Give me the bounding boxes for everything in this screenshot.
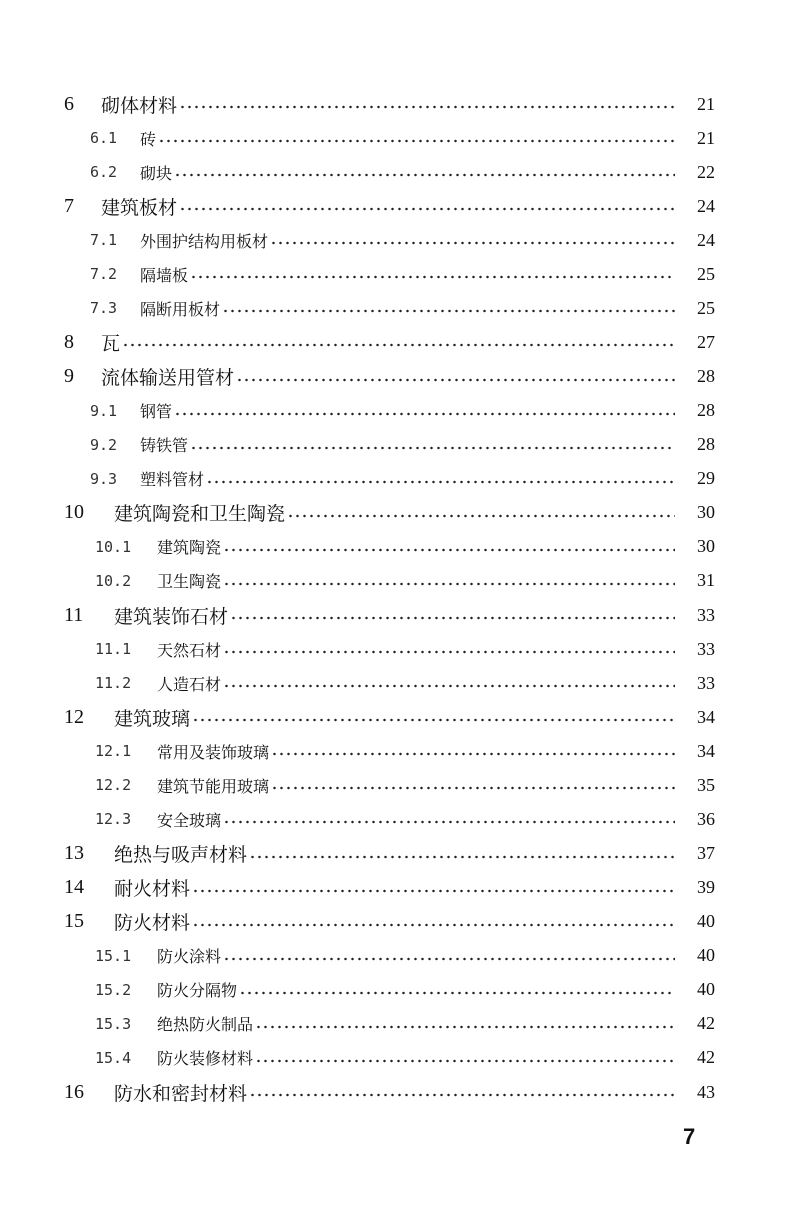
entry-page: 29 — [697, 468, 715, 489]
dot-leader — [206, 462, 675, 496]
toc-chapter-entry[interactable] — [0, 189, 800, 223]
toc-section-entry[interactable] — [0, 632, 800, 666]
entry-title: 防水和密封材料 — [114, 1082, 248, 1105]
dot-leader — [271, 768, 675, 802]
dot-leader — [223, 666, 675, 700]
toc-chapter-entry[interactable] — [0, 325, 800, 359]
entry-page: 24 — [697, 229, 715, 250]
entry-page: 24 — [697, 195, 715, 216]
toc-section-entry[interactable] — [0, 291, 800, 325]
dot-leader — [223, 632, 675, 666]
page-number: 7 — [683, 1124, 696, 1149]
toc-chapter-entry[interactable] — [0, 87, 800, 121]
entry-number: 6.1 — [90, 129, 118, 148]
dot-leader — [222, 291, 675, 325]
entry-number: 9.2 — [90, 435, 118, 454]
entry-title: 钢管 — [140, 402, 173, 422]
entry-page: 33 — [697, 604, 715, 625]
entry-title: 建筑陶瓷和卫生陶瓷 — [114, 503, 286, 526]
entry-page: 42 — [697, 1047, 715, 1068]
toc-chapter-entry[interactable] — [0, 700, 800, 734]
toc-section-entry[interactable] — [0, 121, 800, 155]
toc-section-entry[interactable] — [0, 939, 800, 973]
dot-leader — [122, 325, 675, 359]
toc-section-entry[interactable] — [0, 564, 800, 598]
dot-leader — [179, 87, 675, 121]
entry-page: 42 — [697, 1013, 715, 1034]
entry-page: 40 — [697, 911, 715, 932]
entry-number: 15.2 — [95, 980, 132, 999]
entry-number: 15.3 — [95, 1014, 132, 1033]
toc-section-entry[interactable] — [0, 973, 800, 1007]
entry-number: 15.1 — [95, 946, 132, 965]
toc-chapter-entry[interactable] — [0, 496, 800, 530]
toc-chapter-entry[interactable] — [0, 905, 800, 939]
dot-leader — [271, 734, 675, 768]
toc-section-entry[interactable] — [0, 666, 800, 700]
entry-page: 39 — [697, 877, 715, 898]
dot-leader — [174, 155, 675, 189]
dot-leader — [223, 530, 675, 564]
entry-number: 6.2 — [90, 163, 118, 182]
entry-title: 防火装修材料 — [157, 1049, 254, 1069]
dot-leader — [190, 257, 675, 291]
entry-title: 绝热防火制品 — [157, 1015, 254, 1035]
entry-title: 耐火材料 — [114, 878, 191, 901]
entry-page: 40 — [697, 979, 715, 1000]
entry-number: 8 — [64, 330, 74, 353]
entry-title: 常用及装饰玻璃 — [157, 742, 270, 762]
entry-title: 建筑玻璃 — [114, 707, 191, 730]
toc-chapter-entry[interactable] — [0, 598, 800, 632]
toc-section-entry[interactable] — [0, 802, 800, 836]
entry-page: 43 — [697, 1081, 715, 1102]
entry-page: 28 — [697, 434, 715, 455]
entry-page: 30 — [697, 502, 715, 523]
dot-leader — [223, 802, 675, 836]
entry-number: 10 — [64, 501, 84, 524]
dot-leader — [255, 1007, 675, 1041]
toc-section-entry[interactable] — [0, 155, 800, 189]
entry-title: 卫生陶瓷 — [157, 572, 222, 592]
toc-section-entry[interactable] — [0, 734, 800, 768]
dot-leader — [190, 428, 675, 462]
entry-page: 31 — [697, 570, 715, 591]
toc-section-entry[interactable] — [0, 530, 800, 564]
entry-title: 隔断用板材 — [140, 299, 221, 319]
entry-page: 34 — [697, 706, 715, 727]
entry-number: 11.1 — [95, 640, 132, 659]
entry-page: 27 — [697, 331, 715, 352]
entry-page: 34 — [697, 740, 715, 761]
entry-number: 9 — [64, 365, 74, 388]
entry-title: 塑料管材 — [140, 470, 205, 490]
dot-leader — [223, 564, 675, 598]
dot-leader — [223, 939, 675, 973]
toc-section-entry[interactable] — [0, 768, 800, 802]
toc-section-entry[interactable] — [0, 223, 800, 257]
dot-leader — [287, 496, 675, 530]
entry-page: 25 — [697, 263, 715, 284]
toc-section-entry[interactable] — [0, 462, 800, 496]
entry-number: 10.1 — [95, 537, 132, 556]
dot-leader — [239, 973, 675, 1007]
entry-title: 天然石材 — [157, 640, 222, 660]
toc-chapter-entry[interactable] — [0, 1075, 800, 1109]
entry-number: 9.3 — [90, 469, 118, 488]
entry-page: 22 — [697, 161, 715, 182]
entry-page: 35 — [697, 774, 715, 795]
dot-leader — [179, 189, 675, 223]
entry-title: 瓦 — [101, 332, 121, 355]
entry-page: 30 — [697, 536, 715, 557]
entry-number: 16 — [64, 1080, 84, 1103]
dot-leader — [192, 905, 675, 939]
entry-page: 33 — [697, 638, 715, 659]
entry-number: 14 — [64, 876, 84, 899]
entry-number: 12.1 — [95, 742, 132, 761]
entry-number: 7.1 — [90, 231, 118, 250]
dot-leader — [192, 700, 675, 734]
entry-title: 铸铁管 — [140, 436, 189, 456]
dot-leader — [236, 360, 675, 394]
entry-page: 25 — [697, 297, 715, 318]
toc-chapter-entry[interactable] — [0, 360, 800, 394]
entry-page: 33 — [697, 672, 715, 693]
entry-number: 7.2 — [90, 265, 118, 284]
entry-page: 21 — [697, 93, 715, 114]
toc-section-entry[interactable] — [0, 428, 800, 462]
entry-page: 36 — [697, 808, 715, 829]
entry-title: 建筑陶瓷 — [157, 538, 222, 558]
entry-title: 砌块 — [140, 163, 173, 183]
entry-number: 11.2 — [95, 674, 132, 693]
entry-title: 人造石材 — [157, 674, 222, 694]
entry-title: 砌体材料 — [101, 94, 178, 117]
entry-title: 防火材料 — [114, 912, 191, 935]
entry-number: 11 — [64, 603, 84, 626]
entry-number: 10.2 — [95, 571, 132, 590]
dot-leader — [192, 871, 675, 905]
dot-leader — [270, 223, 675, 257]
toc-section-entry[interactable] — [0, 257, 800, 291]
entry-number: 7.3 — [90, 299, 118, 318]
entry-title: 安全玻璃 — [157, 810, 222, 830]
entry-number: 7 — [64, 194, 74, 217]
entry-number: 9.1 — [90, 401, 118, 420]
entry-page: 37 — [697, 843, 715, 864]
entry-number: 12 — [64, 705, 84, 728]
entry-title: 绝热与吸声材料 — [114, 844, 248, 867]
entry-number: 15 — [64, 910, 84, 933]
dot-leader — [249, 837, 675, 871]
entry-title: 建筑节能用玻璃 — [157, 776, 270, 796]
toc-section-entry[interactable] — [0, 1041, 800, 1075]
entry-title: 砖 — [140, 129, 157, 149]
dot-leader — [158, 121, 675, 155]
entry-number: 6 — [64, 92, 74, 115]
dot-leader — [255, 1041, 675, 1075]
toc-section-entry[interactable] — [0, 394, 800, 428]
dot-leader — [174, 394, 675, 428]
entry-number: 12.2 — [95, 776, 132, 795]
entry-page: 40 — [697, 945, 715, 966]
dot-leader — [249, 1075, 675, 1109]
entry-title: 防火分隔物 — [157, 981, 238, 1001]
entry-title: 外围护结构用板材 — [140, 231, 269, 251]
entry-title: 防火涂料 — [157, 947, 222, 967]
entry-title: 隔墙板 — [140, 265, 189, 285]
entry-page: 28 — [697, 366, 715, 387]
toc-section-entry[interactable] — [0, 1007, 800, 1041]
dot-leader — [230, 598, 675, 632]
entry-page: 21 — [697, 127, 715, 148]
entry-title: 流体输送用管材 — [101, 367, 235, 390]
entry-number: 15.4 — [95, 1048, 132, 1067]
entry-number: 13 — [64, 842, 84, 865]
entry-title: 建筑装饰石材 — [114, 605, 229, 628]
entry-title: 建筑板材 — [101, 196, 178, 219]
toc-chapter-entry[interactable] — [0, 837, 800, 871]
entry-page: 28 — [697, 400, 715, 421]
entry-number: 12.3 — [95, 810, 132, 829]
toc-chapter-entry[interactable] — [0, 871, 800, 905]
